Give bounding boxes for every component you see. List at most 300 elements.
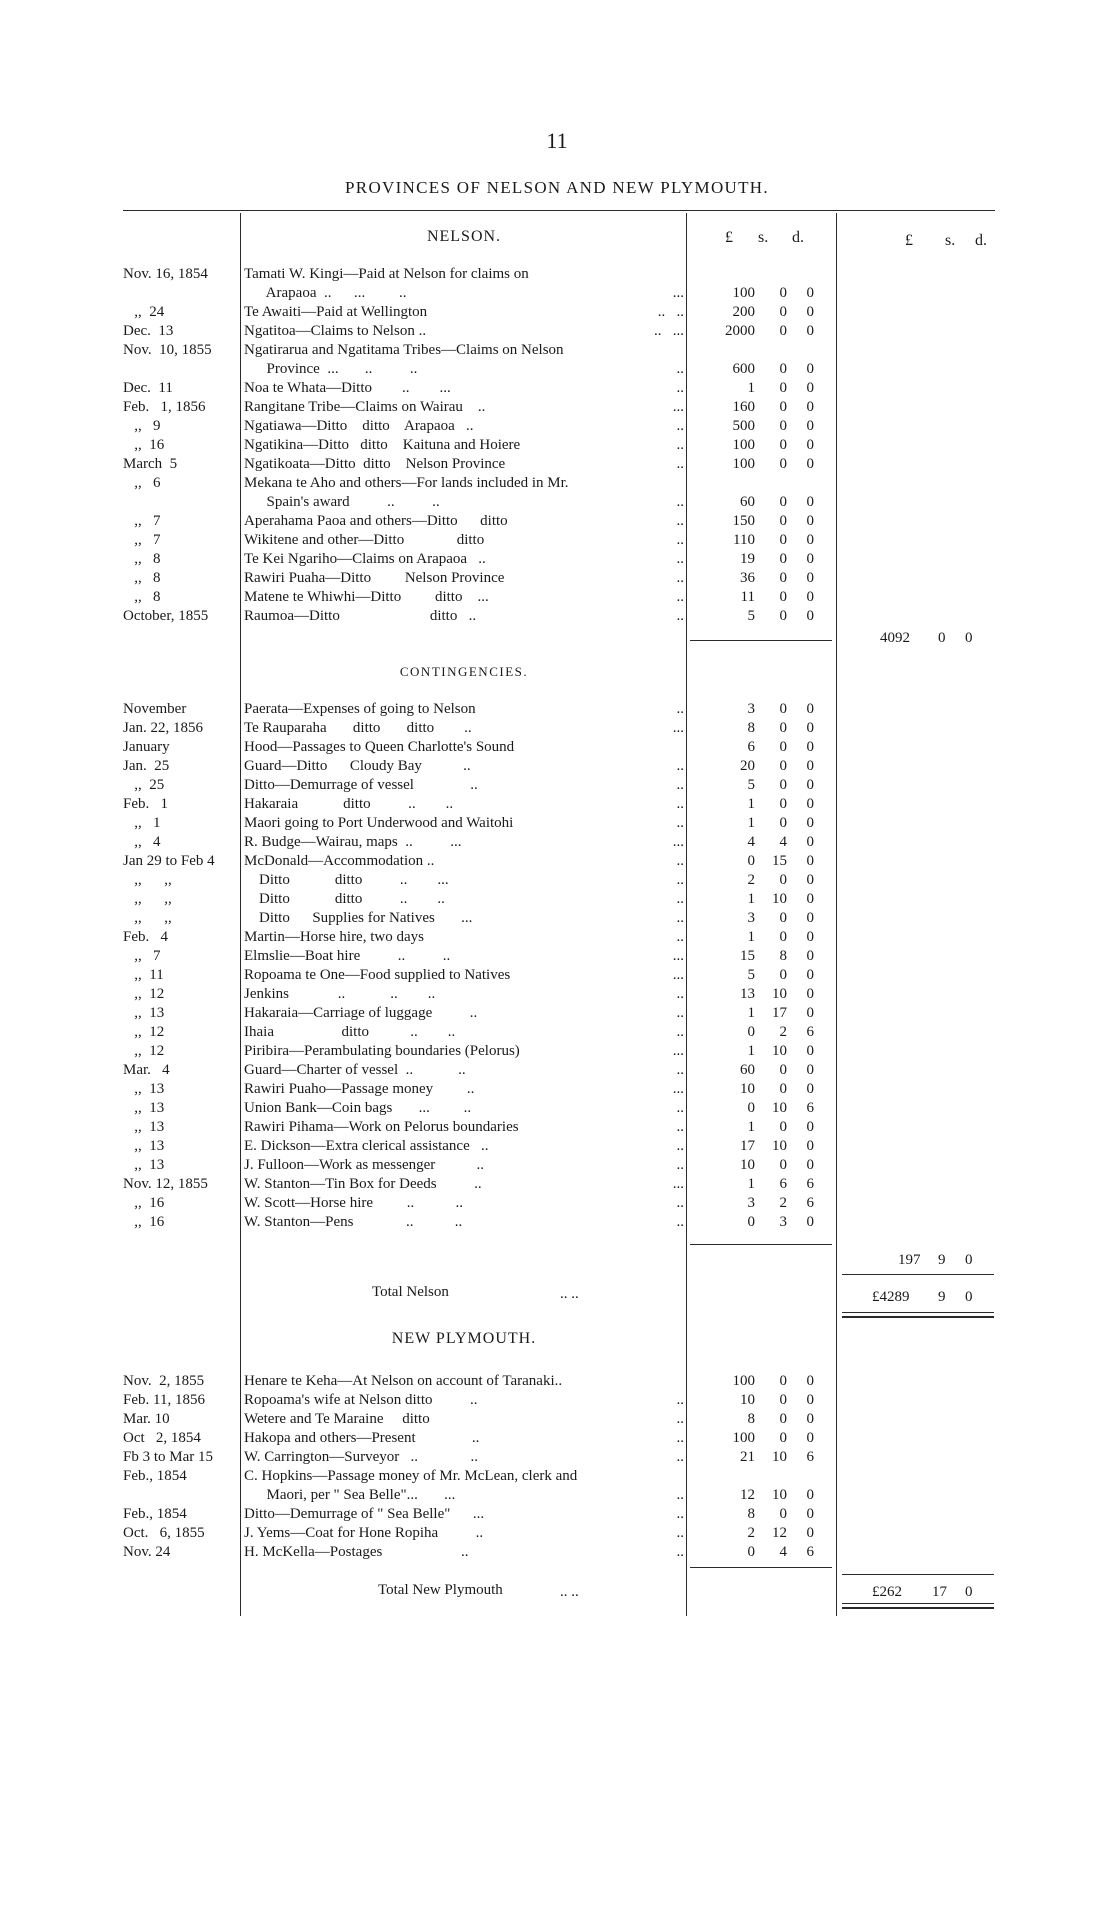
contingency-pounds: 6 — [747, 739, 755, 755]
section-title-nelson: NELSON. — [426, 228, 502, 245]
contingency-shillings: 0 — [779, 910, 787, 926]
new-plymouth-description: Maori, per " Sea Belle"... ... — [244, 1487, 456, 1503]
contingency-pounds: 5 — [747, 967, 755, 983]
contingency-pounds: 4 — [747, 834, 755, 850]
header-pence: d. — [792, 229, 804, 246]
contingency-row — [0, 1023, 1114, 1042]
nelson-description: Rangitane Tribe—Claims on Wairau .. — [244, 399, 486, 415]
nelson-date: ,, 8 — [123, 570, 161, 586]
nelson-shillings: 0 — [779, 285, 787, 301]
contingency-pounds: 15 — [740, 948, 755, 964]
nelson-leader-dots: .. — [676, 608, 684, 624]
contingency-shillings: 17 — [772, 1005, 787, 1021]
new-plymouth-pence: 0 — [806, 1373, 814, 1389]
header-pound: £ — [725, 229, 733, 246]
nelson-description: Spain's award .. .. — [244, 494, 440, 510]
total-nelson-double-rule — [842, 1316, 994, 1318]
nelson-shillings: 0 — [779, 380, 787, 396]
nelson-leader-dots: ... — [672, 285, 684, 301]
nelson-date: ,, 9 — [123, 418, 161, 434]
contingency-row — [0, 852, 1114, 871]
contingencies-subtotal-pounds: 197 — [898, 1252, 921, 1268]
contingency-date: Nov. 12, 1855 — [123, 1176, 208, 1192]
contingency-row — [0, 1099, 1114, 1118]
nelson-pence: 0 — [806, 361, 814, 377]
nelson-date: ,, 6 — [123, 475, 161, 491]
total-new-plymouth-shillings: 17 — [932, 1584, 947, 1600]
header-pound-total: £ — [905, 232, 913, 249]
contingency-row — [0, 1118, 1114, 1137]
contingency-pounds: 10 — [740, 1157, 755, 1173]
contingency-shillings: 0 — [779, 1062, 787, 1078]
nelson-subtotal-rule — [690, 640, 832, 641]
contingency-shillings: 8 — [779, 948, 787, 964]
nelson-shillings: 0 — [779, 304, 787, 320]
contingency-leader-dots: .. — [676, 986, 684, 1002]
contingency-row — [0, 985, 1114, 1004]
nelson-leader-dots: .. — [676, 551, 684, 567]
new-plymouth-description: Hakopa and others—Present .. — [244, 1430, 480, 1446]
contingency-shillings: 0 — [779, 815, 787, 831]
nelson-description: Ngatikina—Ditto ditto Kaituna and Hoiere — [244, 437, 521, 453]
new-plymouth-date: Nov. 24 — [123, 1544, 171, 1560]
contingency-shillings: 0 — [779, 701, 787, 717]
new-plymouth-pounds: 12 — [740, 1487, 755, 1503]
contingency-description: Ditto ditto .. .. — [244, 891, 445, 907]
contingency-description: W. Scott—Horse hire .. .. — [244, 1195, 464, 1211]
nelson-date: Nov. 10, 1855 — [123, 342, 212, 358]
contingency-row — [0, 890, 1114, 909]
nelson-subtotal-shillings: 0 — [938, 630, 946, 646]
new-plymouth-date: Fb 3 to Mar 15 — [123, 1449, 213, 1465]
new-plymouth-pounds: 10 — [740, 1392, 755, 1408]
contingency-row — [0, 814, 1114, 833]
contingency-pence: 0 — [806, 1138, 814, 1154]
contingency-shillings: 4 — [779, 834, 787, 850]
nelson-pounds: 600 — [732, 361, 755, 377]
contingency-leader-dots: .. — [676, 1100, 684, 1116]
nelson-pence: 0 — [806, 608, 814, 624]
contingency-row — [0, 738, 1114, 757]
new-plymouth-date: Feb., 1854 — [123, 1506, 187, 1522]
new-plymouth-description: Ropoama's wife at Nelson ditto .. — [244, 1392, 478, 1408]
contingency-row — [0, 966, 1114, 985]
nelson-pounds: 60 — [740, 494, 755, 510]
contingencies-subtotal-rule — [690, 1244, 832, 1245]
contingency-shillings: 0 — [779, 1119, 787, 1135]
nelson-leader-dots: .. ... — [654, 323, 684, 339]
nelson-pence: 0 — [806, 285, 814, 301]
nelson-date: ,, 8 — [123, 589, 161, 605]
new-plymouth-pence: 0 — [806, 1487, 814, 1503]
contingency-pounds: 1 — [747, 891, 755, 907]
page-number: 11 — [546, 128, 568, 153]
nelson-pence: 0 — [806, 304, 814, 320]
nelson-leader-dots: .. .. — [657, 304, 684, 320]
new-plymouth-description: Henare te Keha—At Nelson on account of Taranaki.. — [244, 1373, 563, 1389]
new-plymouth-date: Oct 2, 1854 — [123, 1430, 201, 1446]
contingency-leader-dots: .. — [676, 1214, 684, 1230]
contingency-pounds: 3 — [747, 701, 755, 717]
new-plymouth-leader-dots: .. — [676, 1411, 684, 1427]
contingency-leader-dots: .. — [676, 1138, 684, 1154]
contingency-description: Jenkins .. .. .. — [244, 986, 436, 1002]
contingency-pence: 0 — [806, 948, 814, 964]
nelson-pounds: 36 — [740, 570, 755, 586]
contingency-pence: 0 — [806, 796, 814, 812]
new-plymouth-shillings: 0 — [779, 1373, 787, 1389]
page-title: PROVINCES OF NELSON AND NEW PLYMOUTH. — [345, 178, 769, 197]
contingency-pence: 0 — [806, 910, 814, 926]
new-plymouth-pence: 0 — [806, 1392, 814, 1408]
contingency-leader-dots: .. — [676, 891, 684, 907]
new-plymouth-leader-dots: .. — [676, 1487, 684, 1503]
contingency-description: Hakaraia—Carriage of luggage .. — [244, 1005, 478, 1021]
contingency-leader-dots: .. — [676, 1005, 684, 1021]
contingency-pounds: 60 — [740, 1062, 755, 1078]
new-plymouth-shillings: 0 — [779, 1392, 787, 1408]
contingency-description: W. Stanton—Tin Box for Deeds .. — [244, 1176, 482, 1192]
nelson-row — [0, 284, 1114, 303]
contingency-pence: 0 — [806, 777, 814, 793]
new-plymouth-pence: 6 — [806, 1449, 814, 1465]
contingency-row — [0, 776, 1114, 795]
contingency-pence: 0 — [806, 986, 814, 1002]
contingency-row — [0, 757, 1114, 776]
contingency-pence: 0 — [806, 1005, 814, 1021]
total-nelson-label: Total Nelson — [372, 1284, 449, 1300]
new-plymouth-pounds: 2 — [747, 1525, 755, 1541]
contingency-pounds: 8 — [747, 720, 755, 736]
nelson-date: ,, 7 — [123, 513, 161, 529]
contingency-description: Ditto Supplies for Natives ... — [244, 910, 473, 926]
new-plymouth-row — [0, 1372, 1114, 1391]
contingency-row — [0, 947, 1114, 966]
contingency-description: Hood—Passages to Queen Charlotte's Sound — [244, 739, 515, 755]
total-new-plymouth-pence: 0 — [965, 1584, 973, 1600]
contingency-pounds: 1 — [747, 796, 755, 812]
contingency-leader-dots: .. — [676, 1024, 684, 1040]
contingency-leader-dots: .. — [676, 1062, 684, 1078]
nelson-date: Nov. 16, 1854 — [123, 266, 208, 282]
nelson-row — [0, 531, 1114, 550]
nelson-pence: 0 — [806, 532, 814, 548]
nelson-description: Ngatiawa—Ditto ditto Arapaoa .. — [244, 418, 474, 434]
nelson-date: Dec. 11 — [123, 380, 173, 396]
contingency-pence: 0 — [806, 929, 814, 945]
nelson-date: ,, 16 — [123, 437, 165, 453]
contingency-date: ,, 1 — [123, 815, 161, 831]
new-plymouth-pounds: 100 — [732, 1430, 755, 1446]
contingency-leader-dots: .. — [676, 1195, 684, 1211]
new-plymouth-row — [0, 1505, 1114, 1524]
nelson-row — [0, 341, 1114, 360]
contingency-pence: 6 — [806, 1024, 814, 1040]
new-plymouth-date: Nov. 2, 1855 — [123, 1373, 205, 1389]
contingency-description: Ropoama te One—Food supplied to Natives — [244, 967, 511, 983]
contingency-pounds: 0 — [747, 853, 755, 869]
nelson-row — [0, 398, 1114, 417]
nelson-row — [0, 493, 1114, 512]
contingency-date: ,, 12 — [123, 1043, 165, 1059]
contingency-pounds: 20 — [740, 758, 755, 774]
contingency-row — [0, 1156, 1114, 1175]
nelson-description: Te Awaiti—Paid at Wellington — [244, 304, 428, 320]
contingency-row — [0, 700, 1114, 719]
top-rule — [123, 210, 995, 211]
nelson-leader-dots: .. — [676, 361, 684, 377]
contingency-row — [0, 1194, 1114, 1213]
total-new-plymouth-bottom-rule — [842, 1603, 994, 1604]
total-new-plymouth-double-rule — [842, 1607, 994, 1609]
contingency-description: Union Bank—Coin bags ... .. — [244, 1100, 472, 1116]
contingency-shillings: 6 — [779, 1176, 787, 1192]
contingency-pence: 0 — [806, 1081, 814, 1097]
contingency-date: January — [123, 739, 170, 755]
contingency-pounds: 5 — [747, 777, 755, 793]
contingency-shillings: 10 — [772, 891, 787, 907]
total-new-plymouth-label: Total New Plymouth — [378, 1582, 503, 1598]
nelson-row — [0, 303, 1114, 322]
nelson-row — [0, 322, 1114, 341]
nelson-pounds: 150 — [732, 513, 755, 529]
new-plymouth-row — [0, 1391, 1114, 1410]
contingency-leader-dots: ... — [672, 1176, 684, 1192]
new-plymouth-description: W. Carrington—Surveyor .. .. — [244, 1449, 479, 1465]
contingency-date: November — [123, 701, 187, 717]
contingency-date: ,, 16 — [123, 1214, 165, 1230]
new-plymouth-leader-dots: .. — [676, 1506, 684, 1522]
contingency-date: ,, 13 — [123, 1119, 165, 1135]
new-plymouth-pounds: 0 — [747, 1544, 755, 1560]
nelson-leader-dots: .. — [676, 418, 684, 434]
contingency-leader-dots: .. — [676, 1157, 684, 1173]
nelson-pounds: 160 — [732, 399, 755, 415]
contingency-description: Rawiri Puaho—Passage money .. — [244, 1081, 475, 1097]
header-shilling-total: s. — [945, 232, 956, 249]
new-plymouth-description: H. McKella—Postages .. — [244, 1544, 469, 1560]
nelson-shillings: 0 — [779, 532, 787, 548]
contingency-leader-dots: .. — [676, 929, 684, 945]
contingency-shillings: 2 — [779, 1024, 787, 1040]
nelson-description: Ngatirarua and Ngatitama Tribes—Claims on Nelson — [244, 342, 564, 358]
nelson-pounds: 5 — [747, 608, 755, 624]
contingency-description: Rawiri Pihama—Work on Pelorus boundaries — [244, 1119, 519, 1135]
contingency-row — [0, 928, 1114, 947]
nelson-pence: 0 — [806, 380, 814, 396]
nelson-row — [0, 588, 1114, 607]
new-plymouth-description: Ditto—Demurrage of " Sea Belle" ... — [244, 1506, 485, 1522]
contingency-pence: 0 — [806, 1062, 814, 1078]
new-plymouth-date: Oct. 6, 1855 — [123, 1525, 205, 1541]
contingency-pence: 0 — [806, 1157, 814, 1173]
nelson-shillings: 0 — [779, 361, 787, 377]
new-plymouth-pence: 0 — [806, 1430, 814, 1446]
contingency-leader-dots: .. — [676, 796, 684, 812]
contingency-date: ,, 13 — [123, 1100, 165, 1116]
new-plymouth-row — [0, 1543, 1114, 1562]
contingency-description: W. Stanton—Pens .. .. — [244, 1214, 463, 1230]
contingency-pounds: 1 — [747, 1043, 755, 1059]
contingency-date: Jan. 22, 1856 — [123, 720, 203, 736]
contingency-row — [0, 871, 1114, 890]
contingency-shillings: 2 — [779, 1195, 787, 1211]
contingency-shillings: 0 — [779, 758, 787, 774]
nelson-leader-dots: .. — [676, 589, 684, 605]
nelson-date: ,, 8 — [123, 551, 161, 567]
contingency-row — [0, 833, 1114, 852]
contingency-description: Te Rauparaha ditto ditto .. — [244, 720, 472, 736]
nelson-row — [0, 265, 1114, 284]
contingency-shillings: 0 — [779, 796, 787, 812]
contingency-description: J. Fulloon—Work as messenger .. — [244, 1157, 485, 1173]
contingency-date: Feb. 4 — [123, 929, 168, 945]
contingency-pence: 0 — [806, 967, 814, 983]
total-new-plymouth-pounds: £262 — [872, 1584, 902, 1600]
contingency-shillings: 0 — [779, 967, 787, 983]
nelson-pounds: 100 — [732, 456, 755, 472]
contingency-shillings: 0 — [779, 739, 787, 755]
contingency-date: ,, ,, — [123, 910, 172, 926]
new-plymouth-pounds: 100 — [732, 1373, 755, 1389]
nelson-pounds: 19 — [740, 551, 755, 567]
total-nelson-top-rule — [842, 1274, 994, 1275]
new-plymouth-pounds: 8 — [747, 1411, 755, 1427]
contingency-leader-dots: ... — [672, 834, 684, 850]
nelson-shillings: 0 — [779, 399, 787, 415]
nelson-pence: 0 — [806, 418, 814, 434]
section-title-contingencies: CONTINGENCIES. — [399, 664, 529, 679]
new-plymouth-description: J. Yems—Coat for Hone Ropiha .. — [244, 1525, 484, 1541]
contingency-date: ,, 25 — [123, 777, 165, 793]
new-plymouth-row — [0, 1448, 1114, 1467]
nelson-description: Province ... .. .. — [244, 361, 418, 377]
new-plymouth-shillings: 0 — [779, 1411, 787, 1427]
contingency-description: Paerata—Expenses of going to Nelson — [244, 701, 476, 717]
contingency-row — [0, 909, 1114, 928]
contingency-description: Piribira—Perambulating boundaries (Pelorus) — [244, 1043, 520, 1059]
contingency-row — [0, 1213, 1114, 1232]
new-plymouth-row — [0, 1486, 1114, 1505]
new-plymouth-leader-dots: .. — [676, 1544, 684, 1560]
contingency-row — [0, 719, 1114, 738]
new-plymouth-leader-dots: .. — [676, 1449, 684, 1465]
nelson-subtotal-pence: 0 — [965, 630, 973, 646]
nelson-date: ,, 7 — [123, 532, 161, 548]
total-nelson-shillings: 9 — [938, 1289, 946, 1305]
new-plymouth-shillings: 10 — [772, 1487, 787, 1503]
nelson-leader-dots: .. — [676, 437, 684, 453]
contingency-pounds: 0 — [747, 1214, 755, 1230]
contingency-pence: 0 — [806, 891, 814, 907]
contingency-leader-dots: ... — [672, 720, 684, 736]
contingency-description: Ditto ditto .. ... — [244, 872, 449, 888]
contingency-description: Ihaia ditto .. .. — [244, 1024, 456, 1040]
contingency-row — [0, 795, 1114, 814]
contingency-pounds: 0 — [747, 1024, 755, 1040]
nelson-pence: 0 — [806, 589, 814, 605]
contingency-description: McDonald—Accommodation .. — [244, 853, 435, 869]
new-plymouth-date: Mar. 10 — [123, 1411, 170, 1427]
contingency-pounds: 2 — [747, 872, 755, 888]
contingency-date: Jan 29 to Feb 4 — [123, 853, 215, 869]
contingency-leader-dots: ... — [672, 1081, 684, 1097]
contingency-pence: 0 — [806, 701, 814, 717]
contingency-row — [0, 1061, 1114, 1080]
new-plymouth-shillings: 12 — [772, 1525, 787, 1541]
nelson-leader-dots: .. — [676, 380, 684, 396]
contingency-pounds: 1 — [747, 929, 755, 945]
contingency-pounds: 3 — [747, 1195, 755, 1211]
contingency-description: R. Budge—Wairau, maps .. ... — [244, 834, 462, 850]
nelson-pence: 0 — [806, 513, 814, 529]
contingency-leader-dots: ... — [672, 948, 684, 964]
new-plymouth-shillings: 10 — [772, 1449, 787, 1465]
nelson-shillings: 0 — [779, 418, 787, 434]
contingency-leader-dots: .. — [676, 1119, 684, 1135]
contingency-leader-dots: .. — [676, 758, 684, 774]
new-plymouth-description: C. Hopkins—Passage money of Mr. McLean, clerk and — [244, 1468, 578, 1484]
contingency-row — [0, 1175, 1114, 1194]
contingency-shillings: 10 — [772, 1043, 787, 1059]
nelson-shillings: 0 — [779, 494, 787, 510]
contingency-pounds: 1 — [747, 1119, 755, 1135]
nelson-row — [0, 360, 1114, 379]
contingency-date: Feb. 1 — [123, 796, 168, 812]
contingency-pence: 0 — [806, 872, 814, 888]
nelson-pounds: 110 — [733, 532, 755, 548]
nelson-shillings: 0 — [779, 456, 787, 472]
nelson-pence: 0 — [806, 551, 814, 567]
nelson-row — [0, 569, 1114, 588]
nelson-leader-dots: ... — [672, 399, 684, 415]
nelson-pence: 0 — [806, 570, 814, 586]
total-nelson-dots: .. .. — [560, 1286, 579, 1302]
nelson-pence: 0 — [806, 399, 814, 415]
nelson-pounds: 100 — [732, 437, 755, 453]
nelson-leader-dots: .. — [676, 456, 684, 472]
nelson-shillings: 0 — [779, 570, 787, 586]
nelson-row — [0, 436, 1114, 455]
section-title-new-plymouth: NEW PLYMOUTH. — [391, 1330, 537, 1347]
contingency-shillings: 0 — [779, 872, 787, 888]
new-plymouth-row — [0, 1524, 1114, 1543]
contingency-description: Ditto—Demurrage of vessel .. — [244, 777, 478, 793]
nelson-shillings: 0 — [779, 513, 787, 529]
nelson-subtotal-pounds: 4092 — [880, 630, 910, 646]
contingency-pounds: 10 — [740, 1081, 755, 1097]
nelson-leader-dots: .. — [676, 532, 684, 548]
new-plymouth-shillings: 0 — [779, 1430, 787, 1446]
contingency-date: ,, 7 — [123, 948, 161, 964]
header-shilling: s. — [758, 229, 769, 246]
new-plymouth-date: Feb. 11, 1856 — [123, 1392, 205, 1408]
total-new-plymouth-dots: .. .. — [560, 1584, 579, 1600]
contingency-pounds: 1 — [747, 815, 755, 831]
contingency-description: Guard—Ditto Cloudy Bay .. — [244, 758, 471, 774]
nelson-description: Raumoa—Ditto ditto .. — [244, 608, 477, 624]
contingency-leader-dots: .. — [676, 701, 684, 717]
contingency-shillings: 10 — [772, 1138, 787, 1154]
nelson-pence: 0 — [806, 323, 814, 339]
nelson-row — [0, 379, 1114, 398]
nelson-date: Dec. 13 — [123, 323, 174, 339]
contingency-date: Mar. 4 — [123, 1062, 170, 1078]
contingency-shillings: 0 — [779, 929, 787, 945]
contingency-pence: 0 — [806, 1119, 814, 1135]
nelson-description: Rawiri Puaha—Ditto Nelson Province — [244, 570, 505, 586]
contingency-row — [0, 1080, 1114, 1099]
